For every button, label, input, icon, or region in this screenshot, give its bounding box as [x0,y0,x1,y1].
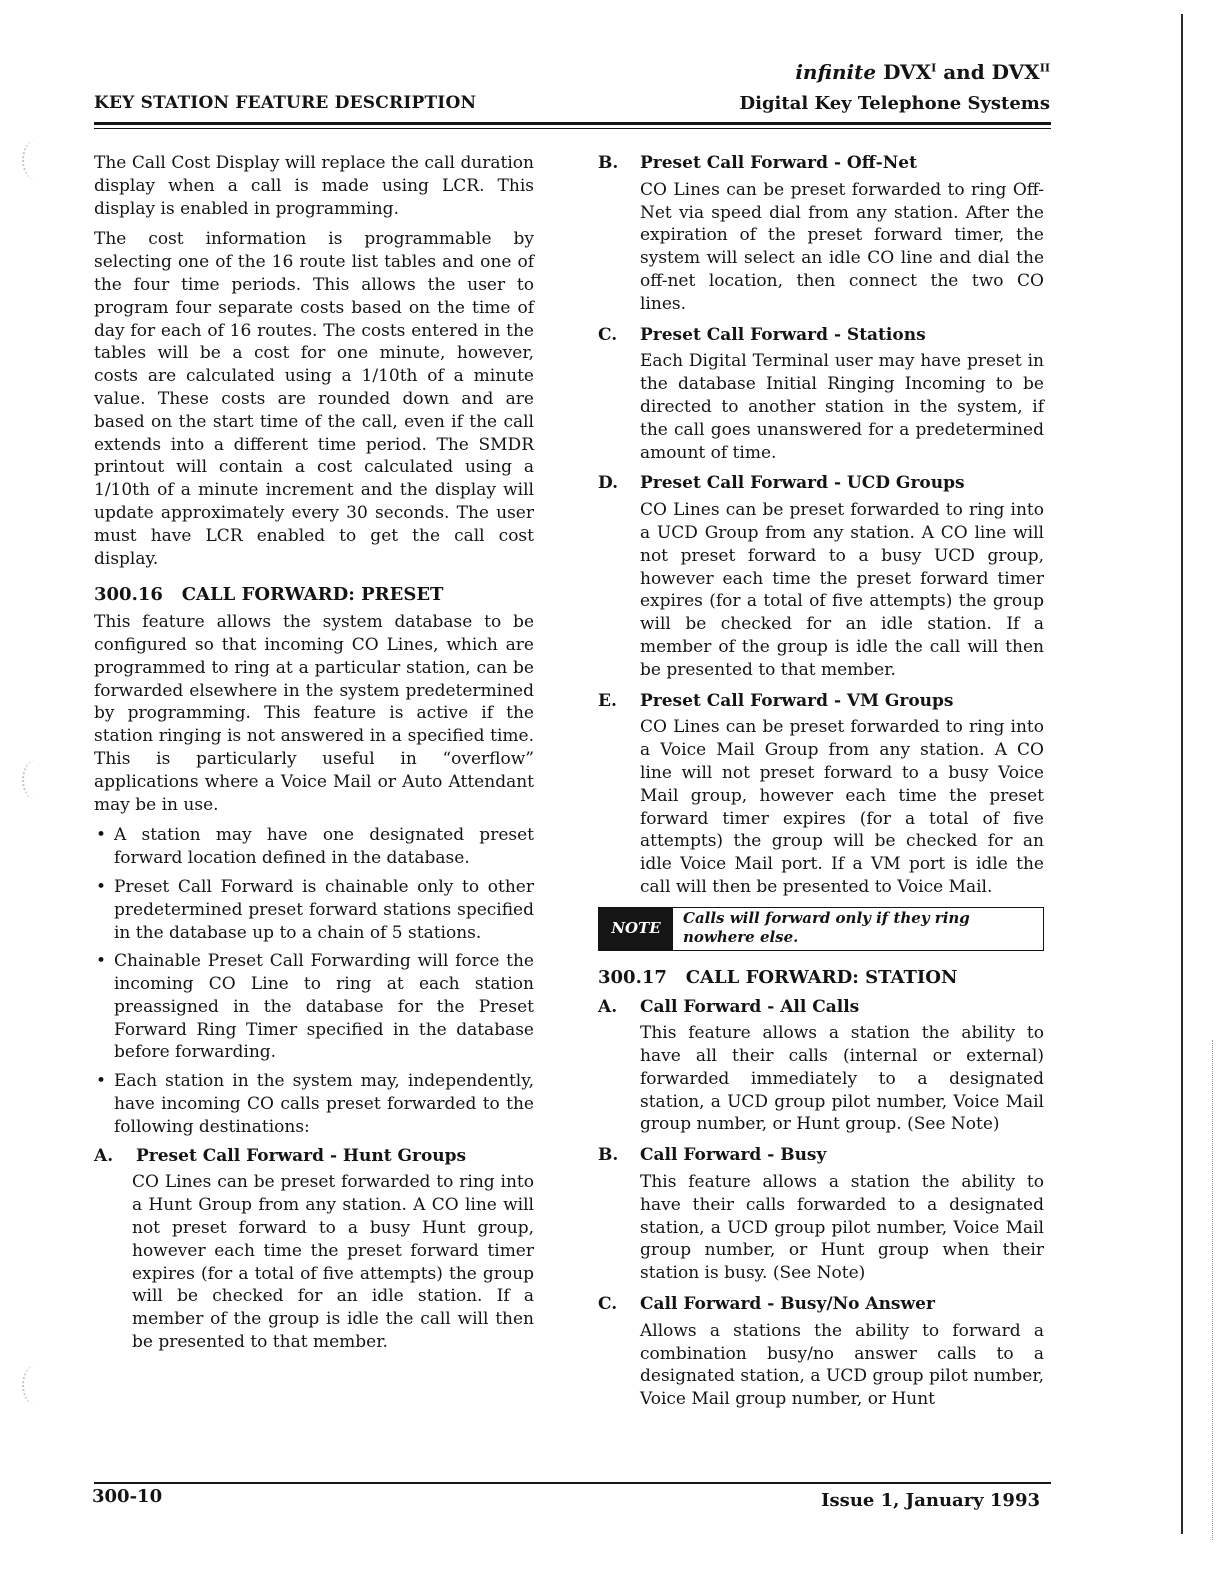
right-column [598,152,1044,1419]
scan-edge-mark [1212,1040,1214,1540]
cost-info-paragraph: The cost information is programmable by selecting one of the 16 route list tables and one of the four time periods. This allows the user to program four separate costs based on the time of day for each of 16 routes. The costs entered in the tables will be a cost for one minute, however, costs are calculated using a 1/10th of a minute value. These costs are rounded down and are based on the start time of the call, even if the call extends into a different time period. The SMDR printout will contain a cost calculated using a 1/10th of a minute increment and the display will update approximately every 30 seconds. The user must have LCR enabled to get the call cost display. [94,229,534,569]
section-title: CALL FORWARD: STATION [685,966,958,988]
note-box [598,907,1044,951]
subsection-letter: E. [598,690,617,711]
all-calls-paragraph: This feature allows a station the ability to have all their calls (internal or external) forwarded immediately to a designated station, a UCD group pilot number, Voice Mail group number, or Hunt group. (See Note) [640,1023,1044,1135]
subsection-heading-busy-no-answer [598,1293,1044,1316]
stations-paragraph: Each Digital Terminal user may have preset in the database Initial Ringing Incoming to be directed to another station in the system, if the call goes unanswered for a predetermined amount of time. [640,351,1044,463]
subsection-letter: B. [598,1145,619,1166]
subsection-title: Preset Call Forward - Hunt Groups [136,1145,467,1166]
list-item: • Each station in the system may, independently, have incoming CO calls preset forwarded to the following destinations: [94,1070,534,1138]
header-rule-thick [94,122,1051,125]
list-item: • Preset Call Forward is chainable only to other predetermined preset forward stations specified in the database up to a chain of 5 stations. [94,876,534,944]
punch-hole-mark [22,1365,50,1405]
hunt-groups-paragraph: CO Lines can be preset forwarded to ring into a Hunt Group from any station. A CO line will not preset forward to a busy Hunt group, however each time the preset forward timer expires (for a total of five attempts) the group will be checked for an idle station. If a member of the group is idle the call will then be presented to that member. [132,1172,534,1353]
footer-page-number: 300-10 [92,1486,163,1507]
subsection-letter: C. [598,324,618,345]
footer-rule [94,1482,1051,1484]
header-sup-2: II [1039,61,1050,75]
subsection-title: Preset Call Forward - Off-Net [640,153,917,173]
preset-bullet-list [94,824,534,1138]
subsection-title: Preset Call Forward - Stations [640,324,926,345]
section-number: 300.17 [598,966,667,988]
section-title: CALL FORWARD: PRESET [181,584,444,606]
subsection-letter: C. [598,1294,618,1315]
subsection-title: Call Forward - Busy [640,1145,827,1166]
subsection-heading-busy [598,1144,1044,1167]
subsection-letter: B. [598,153,619,173]
ucd-groups-paragraph: CO Lines can be preset forwarded to ring into a UCD Group from any station. A CO line will not preset forward to a busy UCD group, however each time the preset forward timer expires (for a total of five attempts) the group will be checked for an idle station. If a member of the group is idle the call will then be presented to that member. [640,500,1044,680]
header-rule-thin [94,128,1051,129]
note-text: Calls will forward only if they ring nowhere else. [683,908,970,946]
header-section-title: KEY STATION FEATURE DESCRIPTION [94,93,477,113]
binding-edge-line [1181,14,1183,1534]
vm-groups-paragraph: CO Lines can be preset forwarded to ring into a Voice Mail Group from any station. A CO line will not preset forward to a busy Voice Mail group, however each time the preset forward timer expires (for a total of five attempts) the group will be checked for an idle Voice Mail port. If a VM port is idle the call will then be presented to Voice Mail. [640,717,1044,897]
busy-paragraph: This feature allows a station the ability to have their calls forwarded to a designated station, a UCD group pilot number, Voice Mail group number, or Hunt group when their station is busy. (See Note) [640,1172,1044,1284]
section-heading-300-16 [94,584,534,607]
subsection-title: Preset Call Forward - VM Groups [640,690,954,711]
list-item: • Chainable Preset Call Forwarding will force the incoming CO Line to ring at each station preassigned in the database for the Preset Forward Ring Timer specified in the database before forwarding. [94,950,534,1064]
subsection-heading-hunt-groups [94,1145,534,1168]
punch-hole-mark [22,140,50,180]
subsection-heading-stations [598,324,1044,347]
preset-intro-paragraph: This feature allows the system database to be configured so that incoming CO Lines, which are programmed to ring at a particular station, can be forwarded elsewhere in the system predetermined by programming. This feature is active if the station ringing is not answered in a specified time. This is particularly useful in “overflow” applications where a Voice Mail or Auto Attendant may be in use. [94,612,534,815]
header-brand: infinite [795,60,877,84]
section-heading-300-17 [598,967,1044,990]
punch-hole-mark [22,760,50,800]
call-cost-paragraph: The Call Cost Display will replace the call duration display when a call is made using LCR. This display is enabled in programming. [94,153,534,219]
subsection-letter: D. [598,473,619,494]
header-product-dvx1: DVX [883,60,932,84]
note-label: NOTE [599,908,673,950]
busy-no-answer-paragraph: Allows a stations the ability to forward a combination busy/no answer calls to a designated station, a UCD group pilot number, Voice Mail group number, or Hunt [640,1320,1044,1410]
subsection-title: Preset Call Forward - UCD Groups [640,473,965,494]
subsection-heading-off-net [598,152,1044,175]
subsection-letter: A. [94,1145,114,1166]
subsection-title: Call Forward - Busy/No Answer [640,1294,935,1315]
subsection-title: Call Forward - All Calls [640,996,860,1017]
subsection-heading-all-calls [598,996,1044,1019]
footer-issue-date: Issue 1, January 1993 [821,1490,1040,1511]
subsection-heading-ucd-groups [598,472,1044,495]
section-number: 300.16 [94,584,163,606]
list-item: • A station may have one designated preset forward location defined in the database. [94,824,534,870]
subsection-heading-vm-groups [598,690,1044,713]
header-sup-1: I [931,61,937,75]
header-product-dvx2: and DVX [943,60,1040,84]
header-system-title: Digital Key Telephone Systems [739,93,1050,114]
left-column [94,152,534,1362]
subsection-letter: A. [598,996,618,1017]
off-net-paragraph: CO Lines can be preset forwarded to ring Off-Net via speed dial from any station. After the expiration of the preset forward timer, the system will select an idle CO line and dial the off-net location, then connect the two CO lines. [640,179,1044,314]
header-product-title [780,60,1050,84]
